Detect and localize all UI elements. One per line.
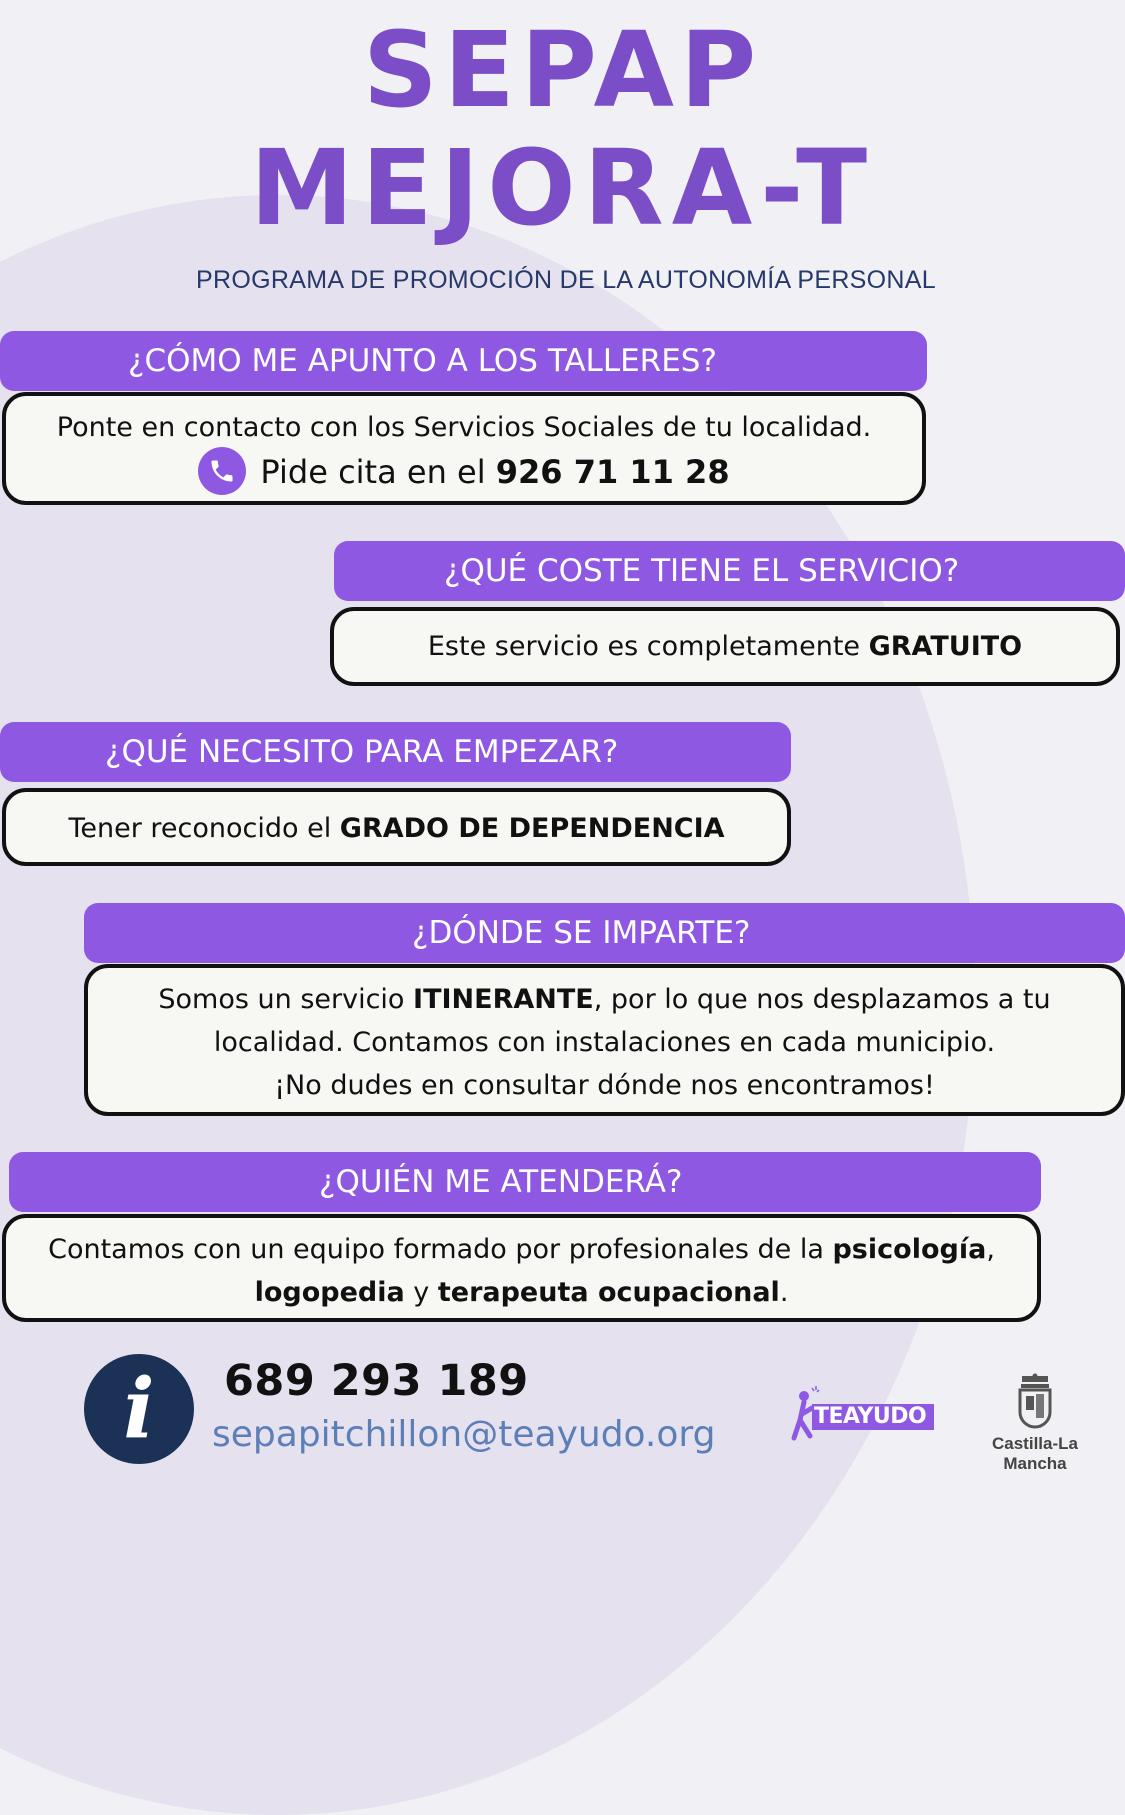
teayudo-logo: TEAYUDO bbox=[812, 1404, 934, 1430]
castilla-crest-icon bbox=[1016, 1372, 1054, 1432]
section-box-necesito bbox=[2, 788, 791, 866]
section-box-como-apuntarse bbox=[2, 392, 926, 505]
quien-line2-suffix: . bbox=[779, 1277, 789, 1308]
necesito-prefix: Tener reconocido el bbox=[68, 813, 340, 844]
contact-services-text: Ponte en contacto con los Servicios Sociales de tu localidad. bbox=[56, 412, 872, 443]
info-icon bbox=[84, 1354, 194, 1464]
quien-line-2 bbox=[6, 1271, 1037, 1314]
quien-line1-suffix: , bbox=[986, 1234, 995, 1265]
phone-icon bbox=[198, 447, 246, 495]
section-box-coste bbox=[330, 607, 1120, 686]
appointment-phone[interactable]: 926 71 11 28 bbox=[495, 453, 730, 491]
donde-line1-prefix: Somos un servicio bbox=[158, 984, 414, 1015]
donde-line-1 bbox=[88, 978, 1121, 1021]
section-heading-coste: ¿QUÉ COSTE TIENE EL SERVICIO? bbox=[334, 541, 1125, 601]
quien-line2-bold2: terapeuta ocupacional bbox=[437, 1277, 780, 1308]
section-heading-como-apuntarse: ¿CÓMO ME APUNTO A LOS TALLERES? bbox=[0, 331, 927, 391]
appointment-line bbox=[6, 449, 922, 498]
subtitle: PROGRAMA DE PROMOCIÓN DE LA AUTONOMÍA PERSONAL bbox=[196, 266, 936, 294]
donde-line1-bold: ITINERANTE bbox=[413, 984, 594, 1015]
coste-bold: GRATUITO bbox=[868, 631, 1023, 662]
section-heading-donde: ¿DÓNDE SE IMPARTE? bbox=[84, 903, 1125, 963]
quien-line1-bold: psicología bbox=[832, 1234, 987, 1265]
donde-line-2: localidad. Contamos con instalaciones en cada municipio. bbox=[213, 1027, 996, 1058]
quien-line1-prefix: Contamos con un equipo formado por profesionales de la bbox=[48, 1234, 833, 1265]
section-heading-quien: ¿QUIÉN ME ATENDERÁ? bbox=[9, 1152, 1041, 1212]
quien-line-1 bbox=[6, 1228, 1037, 1271]
donde-line-3: ¡No dudes en consultar dónde nos encontramos! bbox=[274, 1070, 935, 1101]
section-box-donde bbox=[84, 964, 1125, 1116]
title-line-1: SEPAP bbox=[362, 9, 763, 131]
quien-line2-bold1: logopedia bbox=[254, 1277, 405, 1308]
appointment-prefix: Pide cita en el bbox=[260, 453, 496, 491]
coste-prefix: Este servicio es completamente bbox=[427, 631, 869, 662]
contact-phone[interactable]: 689 293 189 bbox=[224, 1356, 529, 1406]
contact-email[interactable]: sepapitchillon@teayudo.org bbox=[212, 1414, 716, 1455]
title-line-2: MEJORA-T bbox=[249, 127, 876, 249]
quien-line2-mid: y bbox=[404, 1277, 438, 1308]
castilla-la-mancha-logo: Castilla-La Mancha bbox=[992, 1434, 1078, 1473]
section-heading-necesito: ¿QUÉ NECESITO PARA EMPEZAR? bbox=[0, 722, 791, 782]
necesito-bold: GRADO DE DEPENDENCIA bbox=[339, 813, 725, 844]
section-box-quien bbox=[2, 1214, 1041, 1322]
info-glyph: i bbox=[123, 1361, 155, 1457]
donde-line1-suffix: , por lo que nos desplazamos a tu bbox=[593, 984, 1051, 1015]
